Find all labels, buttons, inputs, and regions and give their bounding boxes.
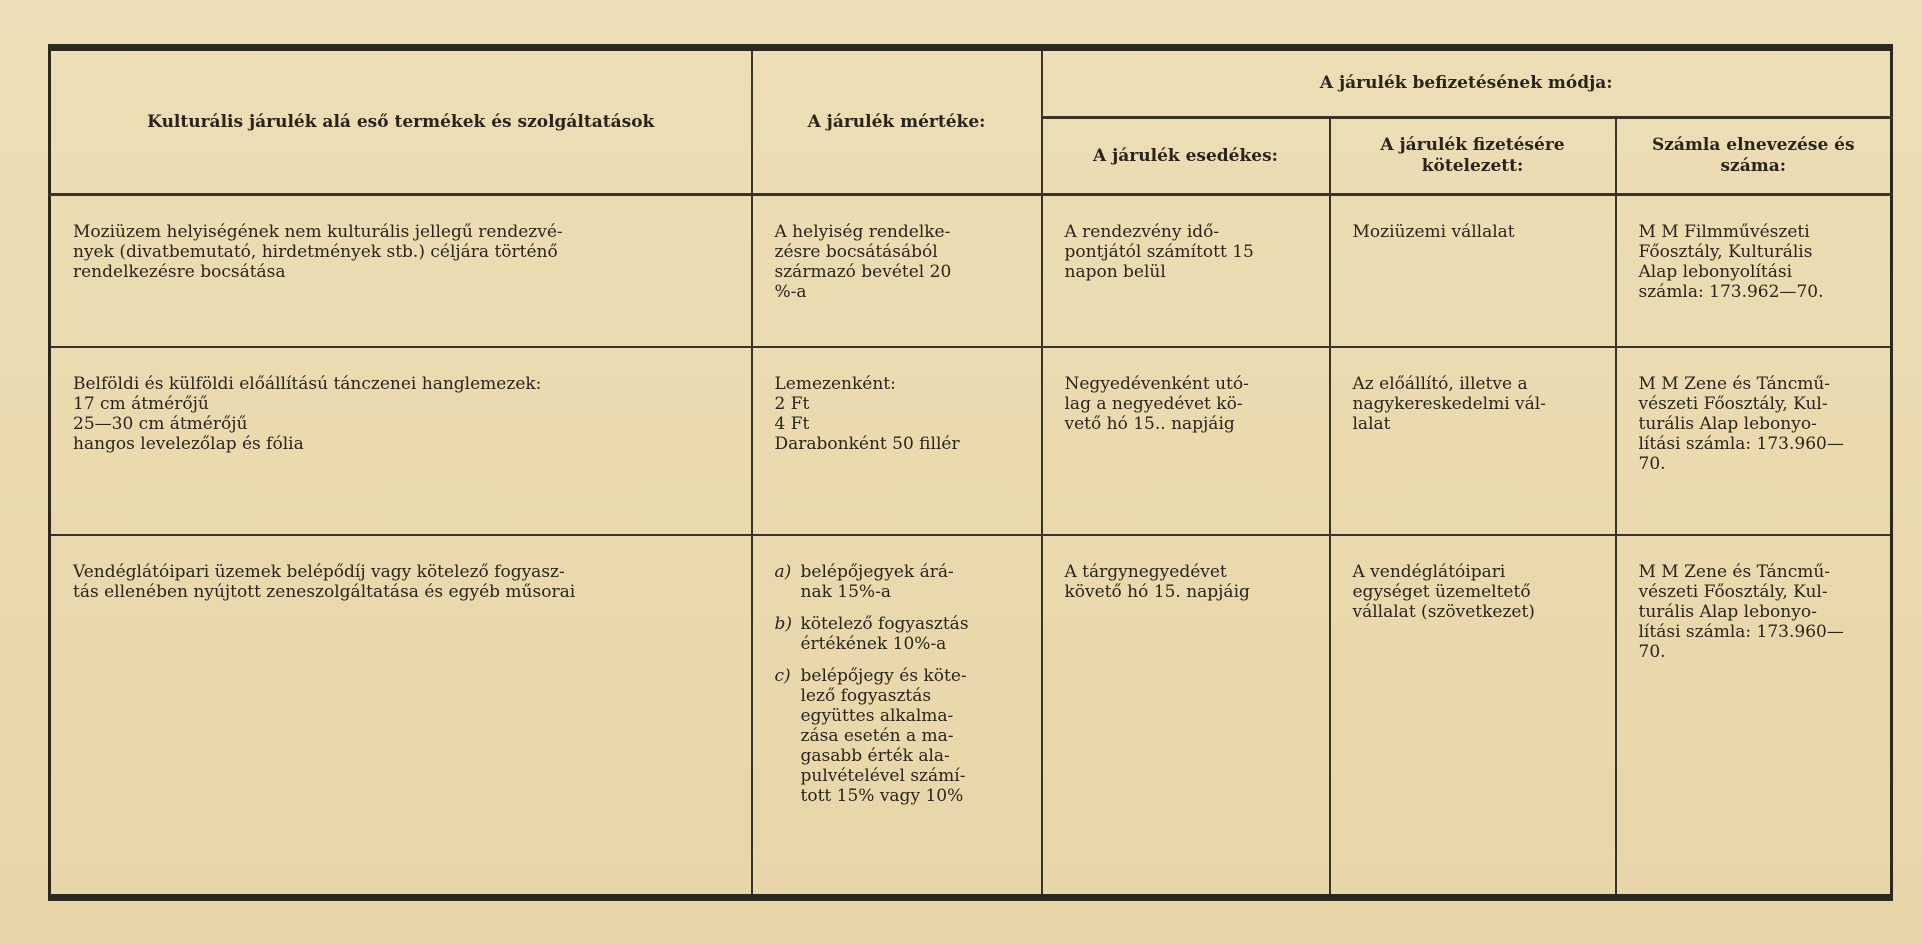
table-row [50, 195, 1892, 348]
list-item: a) belépőjegyek árá- nak 15%-a [774, 562, 954, 602]
header-obligor: A járulék fizetésére kötelezett: [1330, 118, 1616, 195]
cell-account: M M Filmművészeti Főosztály, Kulturális Alap lebonyolítási számla: 173.962—70. [1616, 195, 1892, 348]
table-row [50, 347, 1892, 535]
cell-rate: A helyiség rendelke- zésre bocsátásából származó bevétel 20 %-a [752, 195, 1042, 348]
cell-due: A tárgynegyedévet követő hó 15. napjáig [1042, 535, 1330, 898]
table-row [50, 535, 1892, 898]
list-item: c) belépőjegy és köte- lező fogyasztás együttes alkalma- zása esetén a ma- gasabb érték ala- pulvételével számí- tott 15% vagy 10% [774, 666, 967, 806]
cell-due: Negyedévenként utó- lag a negyedévet kö- vető hó 15.. napjáig [1042, 347, 1330, 535]
cell-products: Vendéglátóipari üzemek belépődíj vagy kötelező fogyasz- tás ellenében nyújtott zeneszolgáltatása és egyéb műsorai [50, 535, 752, 898]
rate-list [775, 562, 1029, 806]
header-rate: A járulék mértéke: [752, 48, 1042, 195]
cell-due: A rendezvény idő- pontjától számított 15 napon belül [1042, 195, 1330, 348]
cell-obligor: A vendéglátóipari egységet üzemeltető vállalat (szövetkezet) [1330, 535, 1616, 898]
cell-obligor: Az előállító, illetve a nagykereskedelmi vál- lalat [1330, 347, 1616, 535]
cell-products: Moziüzem helyiségének nem kulturális jellegű rendezvé- nyek (divatbemutató, hirdetmények stb.) céljára történő rendelkezésre bocsátása [50, 195, 752, 348]
cell-account: M M Zene és Táncmű- vészeti Főosztály, Kul- turális Alap lebonyo- lítási számla: 173.960— 70. [1616, 347, 1892, 535]
header-due: A járulék esedékes: [1042, 118, 1330, 195]
cell-rate [752, 535, 1042, 898]
list-item: b) kötelező fogyasztás értékének 10%-a [774, 614, 969, 654]
header-payment-group: A járulék befizetésének módja: [1042, 48, 1892, 118]
header-products: Kulturális járulék alá eső termékek és szolgáltatások [50, 48, 752, 195]
cell-account: M M Zene és Táncmű- vészeti Főosztály, Kul- turális Alap lebonyo- lítási számla: 173.960— 70. [1616, 535, 1892, 898]
header-account: Számla elnevezése és száma: [1616, 118, 1892, 195]
cell-obligor: Moziüzemi vállalat [1330, 195, 1616, 348]
cell-rate: Lemezenként: 2 Ft 4 Ft Darabonként 50 fillér [752, 347, 1042, 535]
contribution-table [48, 44, 1893, 901]
cell-products: Belföldi és külföldi előállítású tánczenei hanglemezek: 17 cm átmérőjű 25—30 cm átmérőjű hangos levelezőlap és fólia [50, 347, 752, 535]
